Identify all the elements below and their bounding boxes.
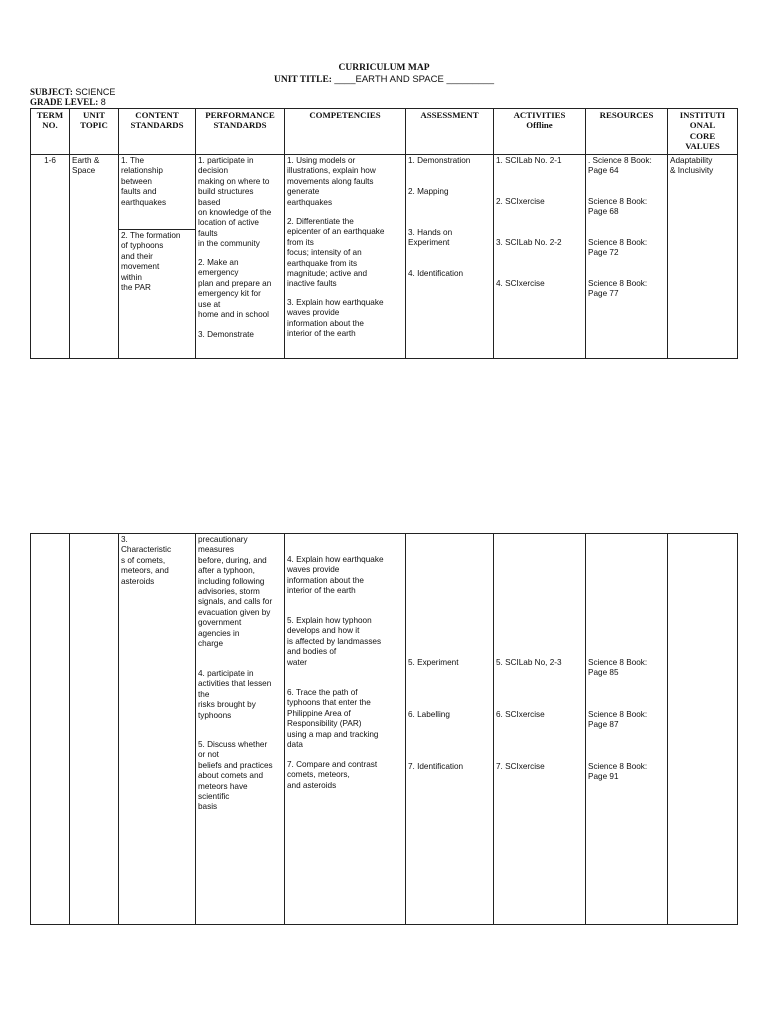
table-row [31, 534, 738, 925]
col-header-activities: ACTIVITIES Offline [494, 109, 586, 155]
competencies-cell [285, 534, 406, 925]
performance-standard-item: 2. Make an emergency plan and prepare an emergency kit for use at home and in school [198, 258, 272, 320]
col-header-term: TERM NO. [31, 109, 70, 155]
performance-standard-item: 1. participate in decision making on where to build structures based on knowledge of the location of active faults in the community [198, 156, 272, 249]
competency-item: 2. Differentiate the epicenter of an earthquake from its focus; intensity of an earthquake from its magnitude; active and inactive faults [287, 217, 385, 289]
spacer [496, 535, 583, 658]
competency-item: 4. Explain how earthquake waves provide information about the interior of the earth [287, 555, 384, 596]
assessment-cell [406, 534, 494, 925]
col-header-core-values: INSTITUTI ONAL CORE VALUES [668, 109, 738, 155]
subject-value: SCIENCE [75, 87, 116, 97]
competencies-cell [285, 155, 406, 359]
activity-item: 2. SCIxercise [496, 197, 545, 206]
resources-cell [586, 534, 668, 925]
resource-item: Science 8 Book: Page 72 [588, 238, 648, 258]
assessment-item: 1. Demonstration [408, 156, 471, 165]
unit-title [0, 74, 768, 85]
col-header-resources: RESOURCES [586, 109, 668, 155]
table-row [31, 155, 738, 359]
content-standard-item: 3. Characteristic s of comets, meteors, and asteroids [121, 535, 172, 586]
assessment-item: 2. Mapping [408, 187, 449, 196]
resource-item: Science 8 Book: Page 91 [588, 762, 648, 782]
competency-item: 3. Explain how earthquake waves provide information about the interior of the earth [287, 298, 384, 339]
resource-item: . Science 8 Book: Page 64 [588, 156, 652, 176]
curriculum-table-part-2 [30, 533, 738, 925]
resource-item: Science 8 Book: Page 87 [588, 710, 648, 730]
performance-standard-item: precautionary measures before, during, and after a typhoon, including following advisories, storm signals, and calls for evacuation given by government agencies in charge [198, 535, 273, 649]
competency-item: 6. Trace the path of typhoons that enter the Philippine Area of Responsibility (PAR) using a map and tracking data [287, 688, 379, 750]
activity-item: 3. SCILab No. 2-2 [496, 238, 562, 247]
unit-topic-cell [70, 534, 119, 925]
col-header-unit-topic: UNIT TOPIC [70, 109, 119, 155]
grade-line [30, 97, 106, 107]
content-standard-item: 1. The relationship between faults and earthquakes [121, 156, 167, 207]
spacer [408, 535, 491, 658]
document-title: CURRICULUM MAP [338, 63, 430, 73]
activity-item: 1. SCILab No. 2-1 [496, 156, 562, 165]
curriculum-table-part-1 [30, 108, 738, 359]
header-row [31, 109, 738, 155]
activity-item: 5. SCILab No, 2-3 [496, 658, 562, 667]
core-values-cell [668, 534, 738, 925]
term-cell [31, 534, 70, 925]
subject-line [30, 87, 115, 97]
resource-item: Science 8 Book: Page 77 [588, 279, 648, 299]
resource-item: Science 8 Book: Page 85 [588, 658, 648, 678]
assessment-item: 6. Labelling [408, 710, 450, 719]
activity-item: 4. SCIxercise [496, 279, 545, 288]
grade-value: 8 [100, 97, 106, 107]
col-header-performance-standards: PERFORMANCE STANDARDS [196, 109, 285, 155]
col-header-competencies: COMPETENCIES [285, 109, 406, 155]
unit-title-label: UNIT TITLE: [273, 75, 332, 85]
activities-cell [494, 534, 586, 925]
term-cell: 1-6 [31, 155, 70, 359]
content-standards-cell [119, 534, 196, 925]
performance-standards-cell [196, 155, 285, 359]
competency-item: 7. Compare and contrast comets, meteors, and asteroids [287, 760, 378, 790]
col-header-assessment: ASSESSMENT [406, 109, 494, 155]
competency-item: 1. Using models or illustrations, explain how movements along faults generate earthquakes [287, 156, 376, 207]
spacer [588, 535, 665, 658]
col-header-content-standards: CONTENT STANDARDS [119, 109, 196, 155]
unit-title-value: ____EARTH AND SPACE _________ [334, 74, 495, 85]
competency-item: 5. Explain how typhoon develops and how it is affected by landmasses and bodies of water [287, 616, 382, 667]
performance-standard-item: 3. Demonstrate [198, 330, 254, 339]
assessment-item: 7. Identification [408, 762, 464, 771]
resources-cell [586, 155, 668, 359]
grade-label: GRADE LEVEL: [30, 97, 99, 107]
content-standards-cell [119, 155, 196, 359]
activities-cell [494, 155, 586, 359]
subject-label: SUBJECT: [30, 87, 73, 97]
activity-item: 7. SCIxercise [496, 762, 545, 771]
performance-standard-item: 4. participate in activities that lessen the risks brought by typhoons [198, 669, 272, 720]
assessment-item: 4. Identification [408, 269, 464, 278]
assessment-item: 3. Hands on Experiment [408, 228, 453, 248]
content-standard-item: 2. The formation of typhoons and their movement within the PAR [121, 231, 181, 293]
unit-topic-cell: Earth & Space [70, 155, 119, 359]
core-values-cell: Adaptability & Inclusivity [668, 155, 738, 359]
resource-item: Science 8 Book: Page 68 [588, 197, 648, 217]
activity-item: 6. SCIxercise [496, 710, 545, 719]
spacer [287, 535, 403, 555]
performance-standards-cell [196, 534, 285, 925]
assessment-cell [406, 155, 494, 359]
assessment-item: 5. Experiment [408, 658, 459, 667]
performance-standard-item: 5. Discuss whether or not beliefs and practices about comets and meteors have scientific basis [198, 740, 273, 812]
